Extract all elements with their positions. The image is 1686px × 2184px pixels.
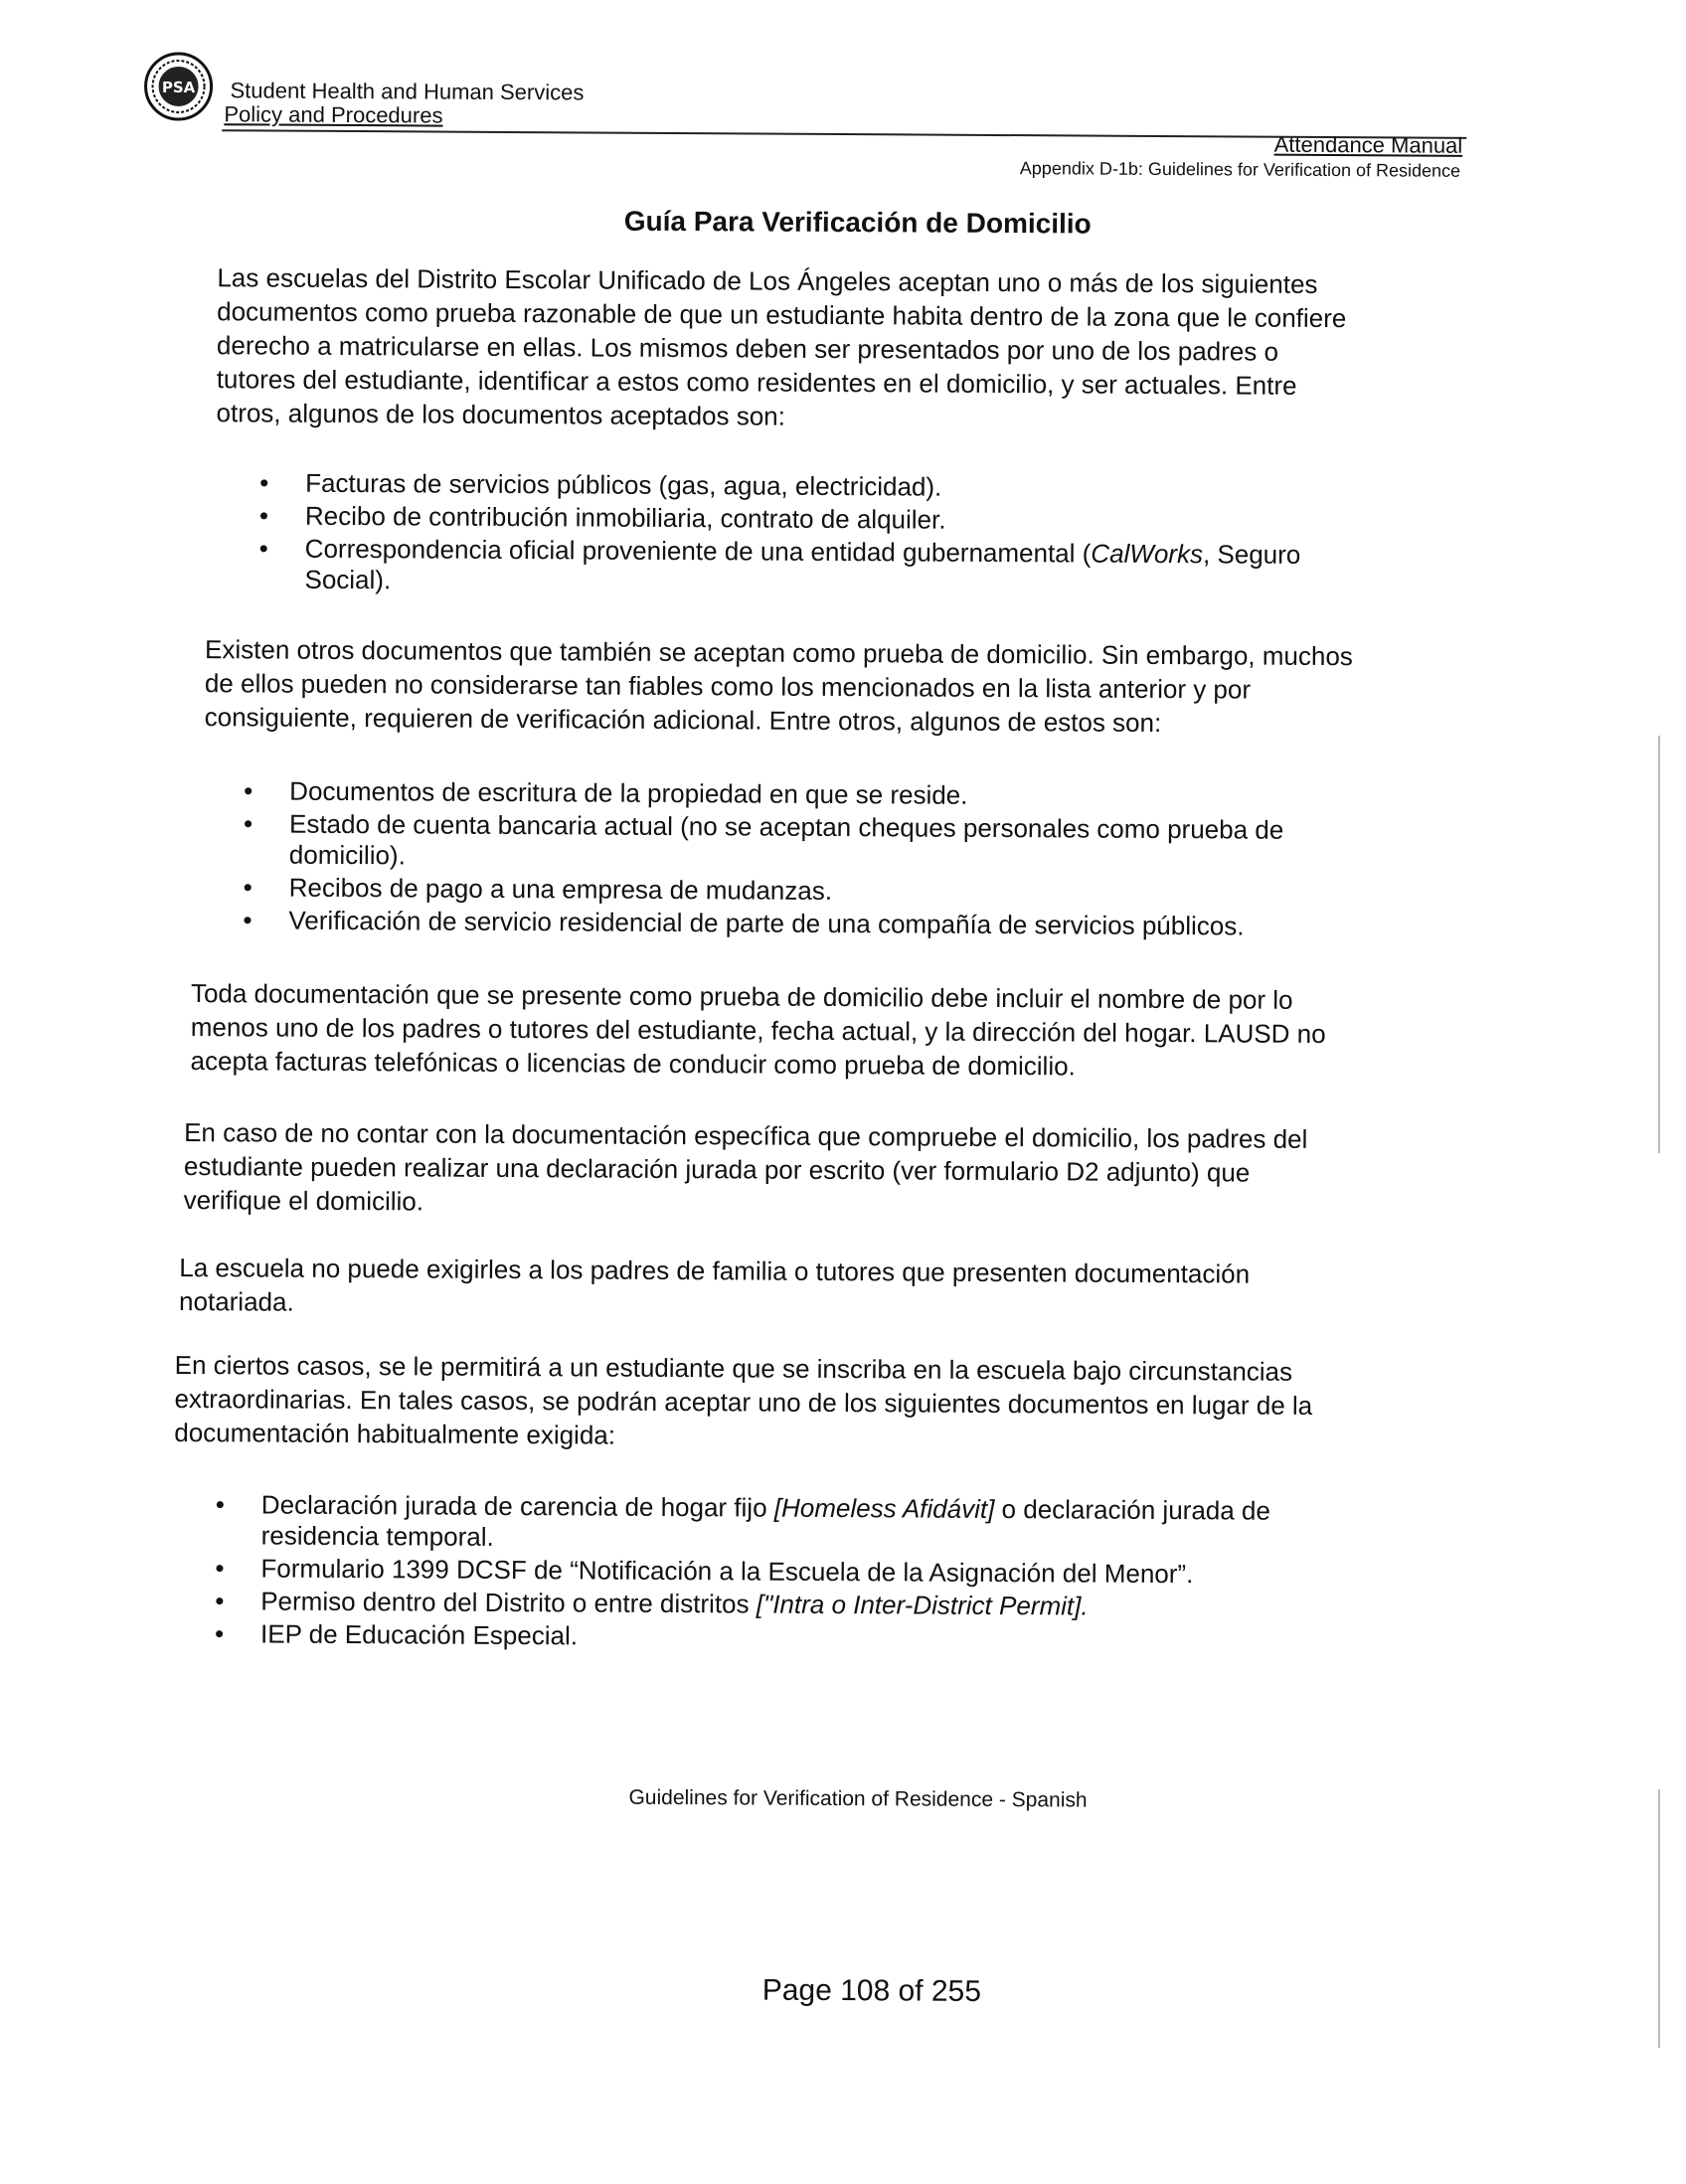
list-item: • Declaración jurada de carencia de hogar fijo [Homeless Afidávit] o declaración jurada de residencia temporal. bbox=[216, 1489, 1329, 1558]
list-item: • IEP de Educación Especial. bbox=[215, 1618, 1328, 1656]
extraordinary-documents-list bbox=[215, 1489, 1329, 1658]
requirements-paragraph: Toda documentación que se presente como prueba de domicilio debe incluir el nombre de por lo menos uno de los padres o tutores del estudiante, fecha actual, y la dirección del hogar. LAUSD no acepta facturas telefónicas o licencias de conducir como prueba de domicilio. bbox=[190, 978, 1326, 1082]
appendix-label: Appendix D-1b: Guidelines for Verification of Residence bbox=[1019, 158, 1461, 181]
org-subtitle: Policy and Procedures bbox=[224, 101, 443, 128]
list-item: • Documentos de escritura de la propiedad en que se reside. bbox=[244, 775, 1367, 813]
extraordinary-paragraph: En ciertos casos, se le permitirá a un estudiante que se inscriba en la escuela bajo circunstancias extraordinarias. En tales casos, se podrán aceptar uno de los siguientes documentos en lugar de la documentación habitualmente exigida: bbox=[174, 1349, 1313, 1450]
additional-documents-paragraph: Existen otros documentos que también se aceptan como prueba de domicilio. Sin embargo, muchos de ellos pueden no considerarse tan fiables como los mencionados en la lista anterior y por consiguiente, requieren de verificación adicional. Entre otros, algunos de estos son: bbox=[204, 634, 1353, 738]
additional-documents-list bbox=[243, 775, 1367, 944]
list-item: • Formulario 1399 DCSF de “Notificación a la Escuela de la Asignación del Menor”. bbox=[215, 1553, 1328, 1591]
page-number: Page 108 of 255 bbox=[761, 1973, 982, 2008]
page-footer: Guidelines for Verification of Residence - Spanish bbox=[628, 1785, 1088, 1812]
list-item: • Correspondencia oficial proveniente de una entidad gubernamental (CalWorks, Seguro Social). bbox=[258, 533, 1372, 601]
list-item: • Recibo de contribución inmobiliaria, contrato de alquiler. bbox=[259, 500, 1373, 538]
psa-seal-icon bbox=[143, 52, 213, 121]
list-item: • Estado de cuenta bancaria actual (no se aceptan cheques personales como prueba de domicilio). bbox=[244, 808, 1367, 877]
notarization-paragraph: La escuela no puede exigirles a los padres de familia o tutores que presenten documentación notariada. bbox=[179, 1252, 1251, 1317]
list-item: • Permiso dentro del Distrito o entre distritos ["Intra o Inter-District Permit]. bbox=[215, 1586, 1328, 1623]
affidavit-paragraph: En caso de no contar con la documentación específica que compruebe el domicilio, los padres del estudiante pueden realizar una declaración jurada por escrito (ver formulario D2 adjunto) que verifique el domicilio. bbox=[183, 1117, 1308, 1217]
document-title: Guía Para Verificación de Domicilio bbox=[623, 205, 1092, 240]
org-name: Student Health and Human Services bbox=[230, 78, 585, 105]
accepted-documents-list bbox=[258, 467, 1373, 603]
manual-title: Attendance Manual bbox=[1273, 131, 1463, 158]
scan-edge-mark bbox=[1658, 1789, 1660, 2048]
list-item: • Verificación de servicio residencial de parte de una compañía de servicios públicos. bbox=[243, 905, 1366, 942]
list-item: • Facturas de servicios públicos (gas, agua, electricidad). bbox=[259, 467, 1373, 505]
scan-edge-mark bbox=[1658, 736, 1660, 1153]
list-item: • Recibos de pago a una empresa de mudanzas. bbox=[244, 872, 1367, 910]
intro-paragraph: Las escuelas del Distrito Escolar Unificado de Los Ángeles aceptan uno o más de los siguientes documentos como prueba razonable de que un estudiante habita dentro de la zona que le confiere derecho a matricularse en ellas. Los mismos deben ser presentados por uno de los padres o tutores del estudiante, identificar a estos como residentes en el domicilio, y ser actuales. Entre otros, algunos de los documentos aceptados son: bbox=[216, 262, 1347, 431]
svg-text:PSA: PSA bbox=[161, 78, 196, 97]
